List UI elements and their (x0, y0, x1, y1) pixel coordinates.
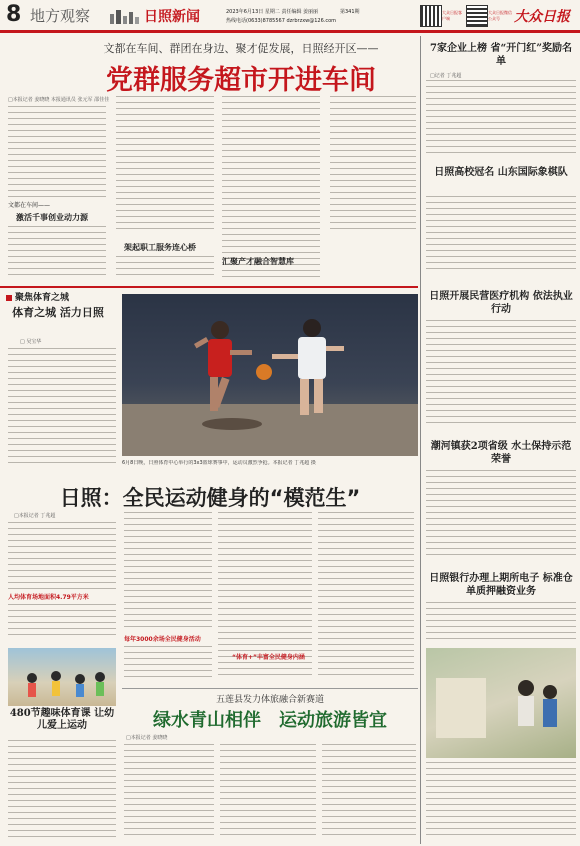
lead-body-col (8, 106, 106, 198)
paper-section-name: 日照新闻 (144, 9, 200, 25)
sports-sub-byline: □ 吴宝华 (20, 339, 42, 345)
sports-subhead: 人均体育场地面积4.79平方米 (8, 594, 89, 601)
kids-photo (8, 648, 116, 706)
issue-date: 2023年6月13日 星期二 责任编辑 姜丽丽 (226, 9, 319, 15)
issue-number: 第341期 (340, 9, 360, 15)
column-divider (420, 36, 421, 844)
section-rule (122, 688, 418, 689)
right-body (426, 762, 576, 842)
photo-caption: 6月8日晚，日照体育中心举行的3x3篮球赛事中，运动员激烈争抢。本报记者 丁兆超 摄 (122, 460, 316, 466)
sports-body-col (8, 604, 116, 644)
kids-headline: 480节趣味体育课 让幼儿爱上运动 (9, 708, 115, 731)
qr-code-icon (466, 5, 488, 27)
tourism-body-col (220, 744, 316, 840)
lead-byline: □本报记者 姜晓晓 本报通讯员 张元军 邵佳佳 (8, 97, 110, 103)
right-headline-5: 日照银行办理上期所电子 标准仓单质押融资业务 (429, 573, 573, 597)
kids-body (8, 740, 116, 840)
sports-body-col (318, 512, 414, 684)
tourism-headline: 绿水青山相伴 运动旅游皆宜 (153, 710, 387, 731)
sports-byline: □本报记者 丁兆超 (14, 513, 56, 519)
column-label-text: 聚焦体育之城 (15, 293, 70, 303)
lead-side-head: 文都在车间—— (8, 202, 51, 209)
right-body (426, 320, 576, 430)
right-headline-2: 日照高校冠名 山东国际象棋队 (434, 167, 568, 178)
right-body (426, 602, 576, 646)
tourism-body-col (322, 744, 416, 840)
contact-line: 热线电话(0633)8785567 dzrbrzxw@126.com (226, 18, 337, 24)
lead-body-col (8, 226, 106, 280)
qr-label: 大众日报客户端 (442, 10, 462, 21)
qr-code-icon (420, 5, 442, 27)
sports-body-col (8, 522, 116, 590)
lead-kicker: 文都在车间、群团在身边、聚才促发展，日照经开区—— (103, 42, 379, 55)
tourism-byline: □本报记者 姜晓晓 (126, 735, 168, 741)
right-headline-3: 日照开展民营医疗机构 依法执业行动 (429, 291, 573, 315)
right-body (426, 470, 576, 562)
tourism-body-col (124, 744, 214, 840)
lead-body-col (330, 96, 416, 236)
page-number: 8 (6, 2, 22, 27)
lead-headline: 党群服务超市开进车间 (106, 65, 376, 96)
qr-label: 大众日报微信公众号 (488, 10, 512, 21)
basketball-photo (122, 294, 418, 456)
sports-subhead: 每年3000余场全民健身活动 (124, 636, 201, 643)
lead-body-col (116, 96, 214, 232)
section-title: 地方观察 (30, 7, 91, 25)
sports-subhead: “体育+”丰富全民健身内涵 (232, 654, 305, 661)
lead-subhead: 激活千事创业动力源 (16, 213, 88, 222)
masthead-rule (0, 30, 580, 33)
right-byline: □记者 丁兆超 (430, 73, 462, 79)
lead-subhead: 汇聚产才融合智慧库 (222, 257, 294, 266)
masthead (0, 0, 580, 34)
sports-sub-headline: 体育之城 活力日照 (12, 306, 104, 319)
lead-body-col (222, 96, 320, 280)
right-body (426, 80, 576, 156)
right-headline-4: 潮河镇获2项省级 水土保持示范荣誉 (430, 441, 572, 465)
sports-body-col (124, 646, 212, 684)
section-rule (0, 286, 418, 288)
city-skyline-icon (108, 8, 140, 24)
paper-logo: 大众日报 (514, 9, 570, 25)
sports-body-col (124, 512, 212, 632)
lead-subhead: 架起职工服务连心桥 (124, 243, 196, 252)
right-body (426, 196, 576, 276)
sports-headline: 日照：全民运动健身的“模范生” (59, 486, 361, 510)
column-label (6, 290, 69, 303)
right-photo (426, 648, 576, 758)
tourism-kicker: 五莲县发力体旅融合新赛道 (215, 695, 324, 705)
sports-sub-body (8, 348, 116, 466)
right-headline-1: 7家企业上榜 省“开门红”奖励名单 (430, 43, 572, 67)
lead-body-col (116, 256, 214, 280)
